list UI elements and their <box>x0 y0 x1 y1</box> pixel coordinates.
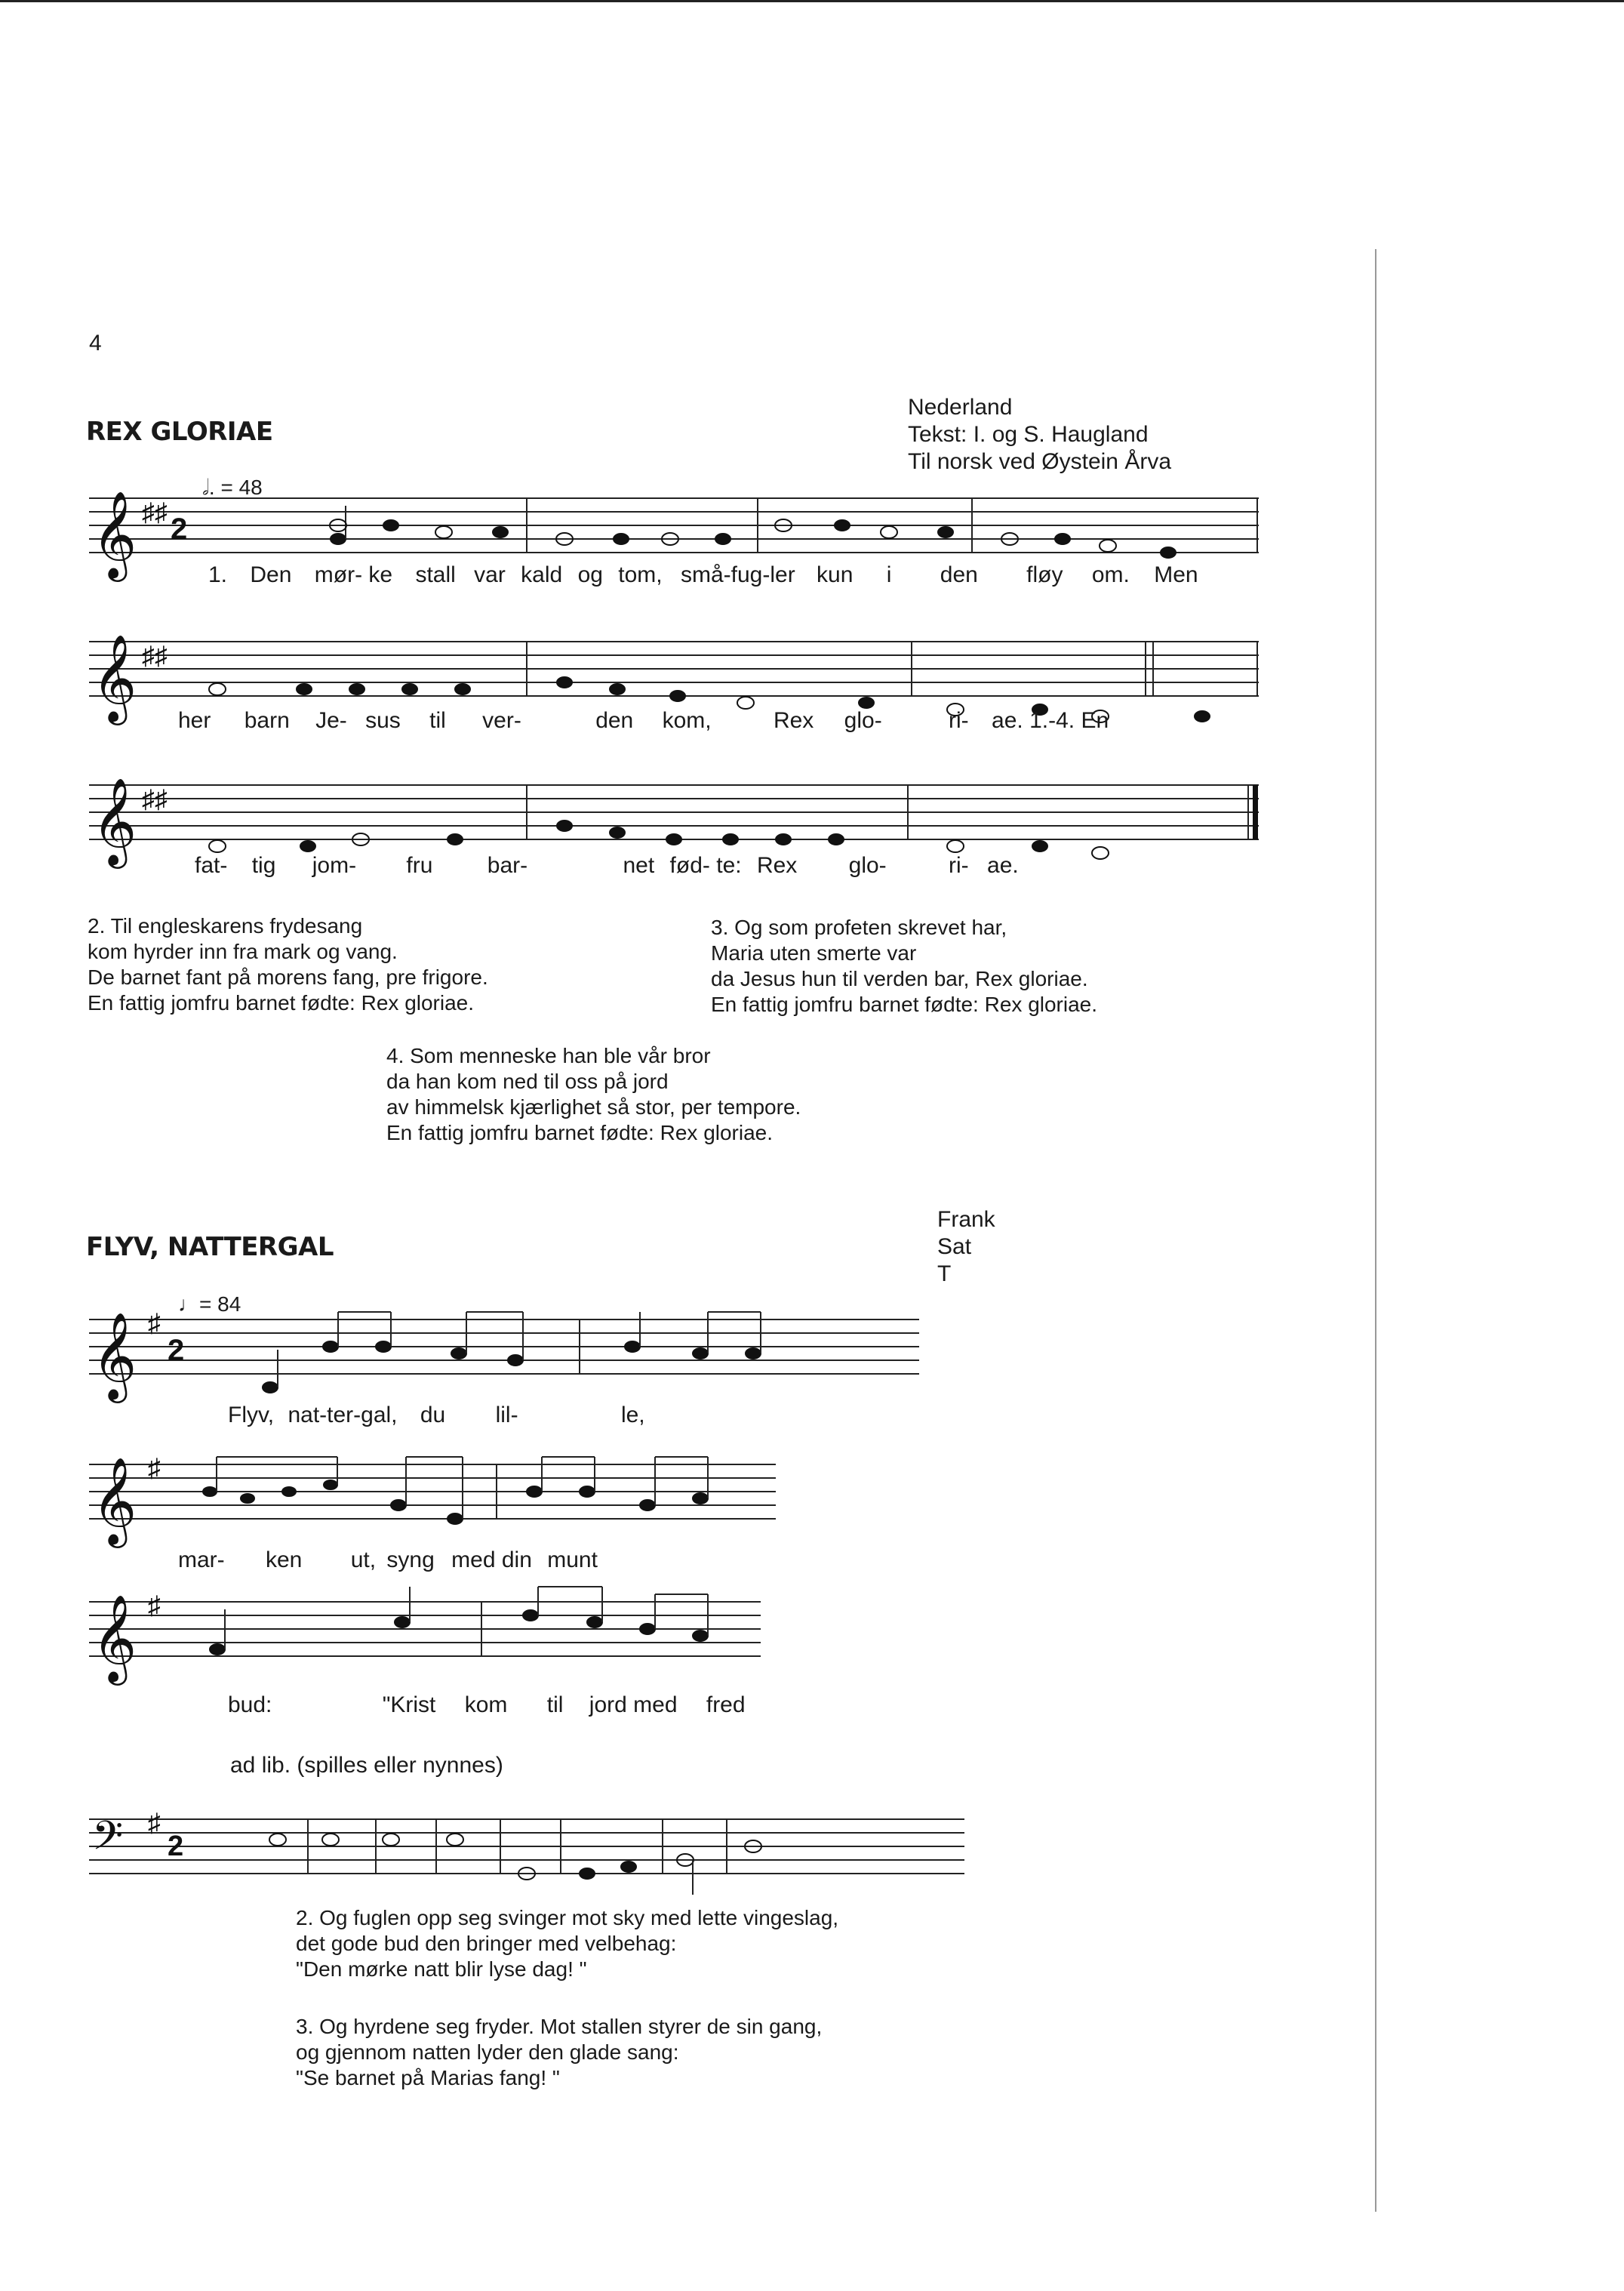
treble-clef-icon: 𝄞 <box>92 633 137 722</box>
rex-tempo-marking: 𝅗𝅥. = 48 <box>202 476 263 499</box>
treble-clef-icon: 𝄞 <box>92 1311 137 1400</box>
flyv-verse-2: 2. Og fuglen opp seg svinger mot sky med lette vingeslag, det gode bud den bringer med velbehag: "Den mørke natt blir lyse dag! " <box>296 1906 839 1981</box>
staff-lines <box>89 785 1259 839</box>
flyv-credits: Frank Sat T <box>937 1207 995 1286</box>
key-signature-sharps: ♯♯ <box>142 642 168 670</box>
key-signature-sharp: ♯ <box>148 1309 161 1338</box>
treble-clef-icon: 𝄞 <box>92 1594 137 1682</box>
song-title-rex-gloriae: REX GLORIAE <box>86 417 273 447</box>
key-signature-sharp: ♯ <box>148 1591 161 1620</box>
page-number: 4 <box>89 331 102 356</box>
flyv-tempo-marking: ♩= 84 <box>178 1292 241 1316</box>
rex-verse-2: 2. Til engleskarens frydesang kom hyrder inn fra mark og vang. De barnet fant på morens fang, pre frigore. En fattig jomfru barnet fødte: Rex gloriae. <box>88 914 488 1015</box>
flyv-staff-1 <box>89 1309 919 1403</box>
treble-clef-icon: 𝄞 <box>92 777 137 865</box>
song-title-flyv-nattergal: FLYV, NATTERGAL <box>86 1232 334 1262</box>
flyv-bass-staff <box>89 1809 964 1895</box>
rex-verse-4: 4. Som menneske han ble vår bror da han kom ned til oss på jord av himmelsk kjærlighet så stor, per tempore. En fattig jomfru barnet fødte: Rex gloriae. <box>386 1044 801 1144</box>
bass-clef-icon: 𝄢 <box>92 1813 124 1869</box>
scan-top-edge <box>0 0 1624 2</box>
time-signature: 2 <box>168 1334 185 1367</box>
staff-lines <box>89 1819 964 1874</box>
time-signature: 2 <box>168 1831 184 1862</box>
key-signature-sharps: ♯♯ <box>142 498 168 527</box>
staff-lines <box>89 1464 776 1519</box>
key-signature-sharps: ♯♯ <box>142 785 168 814</box>
staff-lines <box>89 642 1259 696</box>
key-signature-sharp: ♯ <box>148 1809 161 1837</box>
flyv-ad-lib-instruction: ad lib. (spilles eller nynnes) <box>230 1753 503 1778</box>
time-signature: 2 <box>171 513 188 546</box>
rex-credit-origin: Nederland <box>908 395 1013 420</box>
rex-credits <box>908 394 1171 476</box>
rex-lyrics-line-3: fat- tig jom- fru bar- net fød- te: Rex glo- ri- ae. <box>195 853 1019 878</box>
flyv-lyrics-line-3: bud: "Krist kom til jord med fred <box>228 1692 746 1717</box>
treble-clef-icon: 𝄞 <box>92 490 137 578</box>
flyv-staff-2 <box>89 1454 776 1547</box>
scan-right-edge-line <box>1375 249 1376 2212</box>
flyv-verse-3: 3. Og hyrdene seg fryder. Mot stallen styrer de sin gang, og gjennom natten lyder den glade sang: "Se barnet på Marias fang! " <box>296 2015 823 2089</box>
treble-clef-icon: 𝄞 <box>92 1456 137 1544</box>
rex-credit-translation: Til norsk ved Øystein Årva <box>908 449 1171 474</box>
flyv-lyrics-line-2: mar- ken ut, syng med din munt <box>178 1547 598 1572</box>
rex-credit-text: Tekst: I. og S. Haugland <box>908 422 1149 447</box>
rex-lyrics-line-2: her barn Je- sus til ver- den kom, Rex glo- ri- ae. 1.-4. En <box>178 708 1109 733</box>
rex-lyrics-line-1: 1. Den mør- ke stall var kald og tom, små-fug-ler kun i den fløy om. Men <box>208 562 1198 587</box>
staff-lines <box>89 1602 761 1656</box>
flyv-staff-3 <box>89 1591 761 1685</box>
key-signature-sharp: ♯ <box>148 1454 161 1483</box>
rex-verse-3: 3. Og som profeten skrevet har, Maria uten smerte var da Jesus hun til verden bar, Rex gloriae. En fattig jomfru barnet fødte: Rex gloriae. <box>711 916 1098 1016</box>
flyv-lyrics-line-1: Flyv, nat-ter-gal, du lil- le, <box>228 1403 645 1427</box>
staff-lines <box>89 1319 919 1374</box>
